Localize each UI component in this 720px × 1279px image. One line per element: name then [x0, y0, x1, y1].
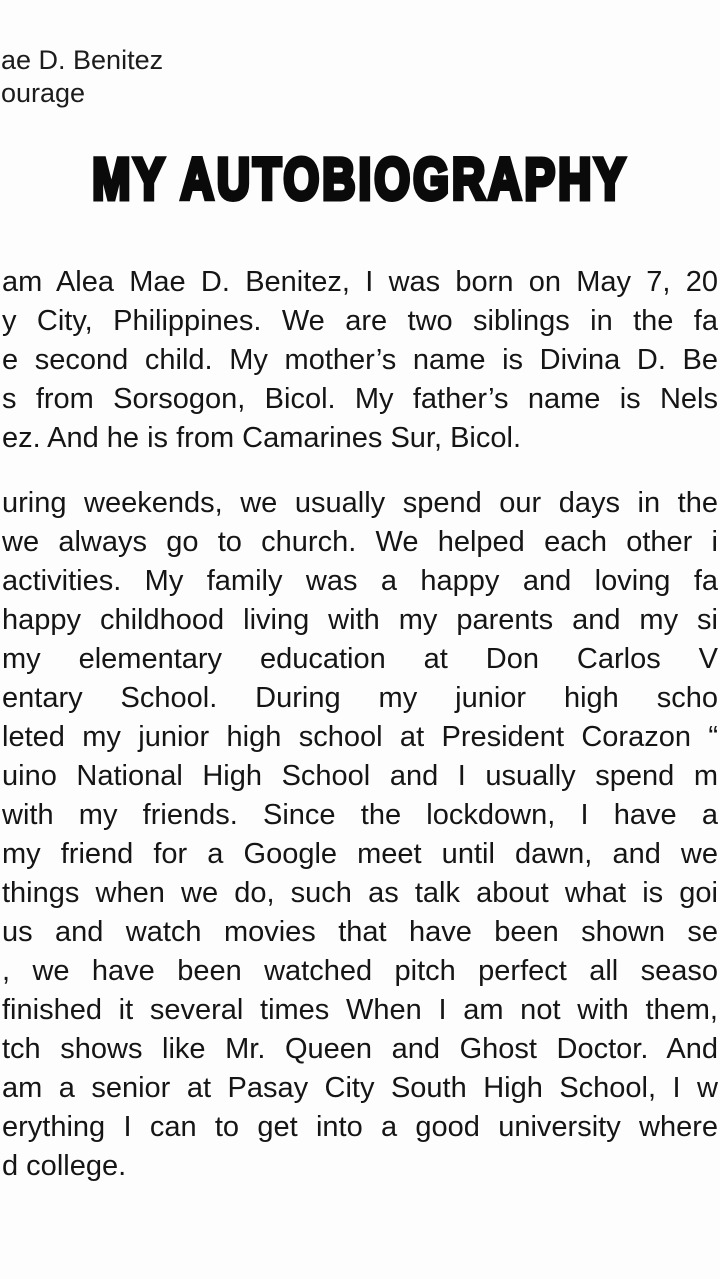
text-line: my elementary education at Don Carlos V	[2, 643, 718, 675]
text-line: ez. And he is from Camarines Sur, Bicol.	[2, 422, 521, 454]
text-line: d college.	[2, 1150, 127, 1182]
text-line: s from Sorsogon, Bicol. My father’s name is Nels	[2, 383, 718, 415]
text-line: leted my junior high school at President Corazon “	[2, 721, 718, 753]
text-line: e second child. My mother’s name is Divina D. Be	[2, 344, 718, 376]
text-line: happy childhood living with my parents and my si	[2, 604, 718, 636]
text-line: , we have been watched pitch perfect all seaso	[2, 955, 718, 987]
text-line: erything I can to get into a good university where	[2, 1111, 718, 1143]
text-line: tch shows like Mr. Queen and Ghost Doctor. And	[2, 1033, 718, 1065]
text-line: activities. My family was a happy and loving fa	[2, 565, 718, 597]
text-line: entary School. During my junior high scho	[2, 682, 718, 714]
text-line: am Alea Mae D. Benitez, I was born on May 7, 20	[2, 266, 718, 298]
text-line: uring weekends, we usually spend our days in the	[2, 487, 718, 519]
author-name: ae D. Benitez	[1, 45, 164, 75]
document-body	[2, 263, 718, 1212]
paragraph	[2, 484, 718, 1186]
paragraph	[2, 263, 718, 458]
header-subtitle: ourage	[1, 78, 86, 108]
text-line: with my friends. Since the lockdown, I have a	[2, 799, 718, 831]
text-line: y City, Philippines. We are two siblings in the fa	[2, 305, 718, 337]
text-line: things when we do, such as talk about what is goi	[2, 877, 718, 909]
document-title	[0, 147, 720, 225]
text-line: am a senior at Pasay City South High School, I w	[2, 1072, 718, 1104]
text-line: us and watch movies that have been shown se	[2, 916, 718, 948]
title-text: MY AUTOBIOGRAPHY	[92, 147, 628, 212]
text-line: finished it several times When I am not with them,	[2, 994, 718, 1026]
document-header	[1, 44, 163, 110]
text-line: uino National High School and I usually spend m	[2, 760, 718, 792]
text-line: we always go to church. We helped each other i	[2, 526, 718, 558]
text-line: my friend for a Google meet until dawn, and we	[2, 838, 718, 870]
